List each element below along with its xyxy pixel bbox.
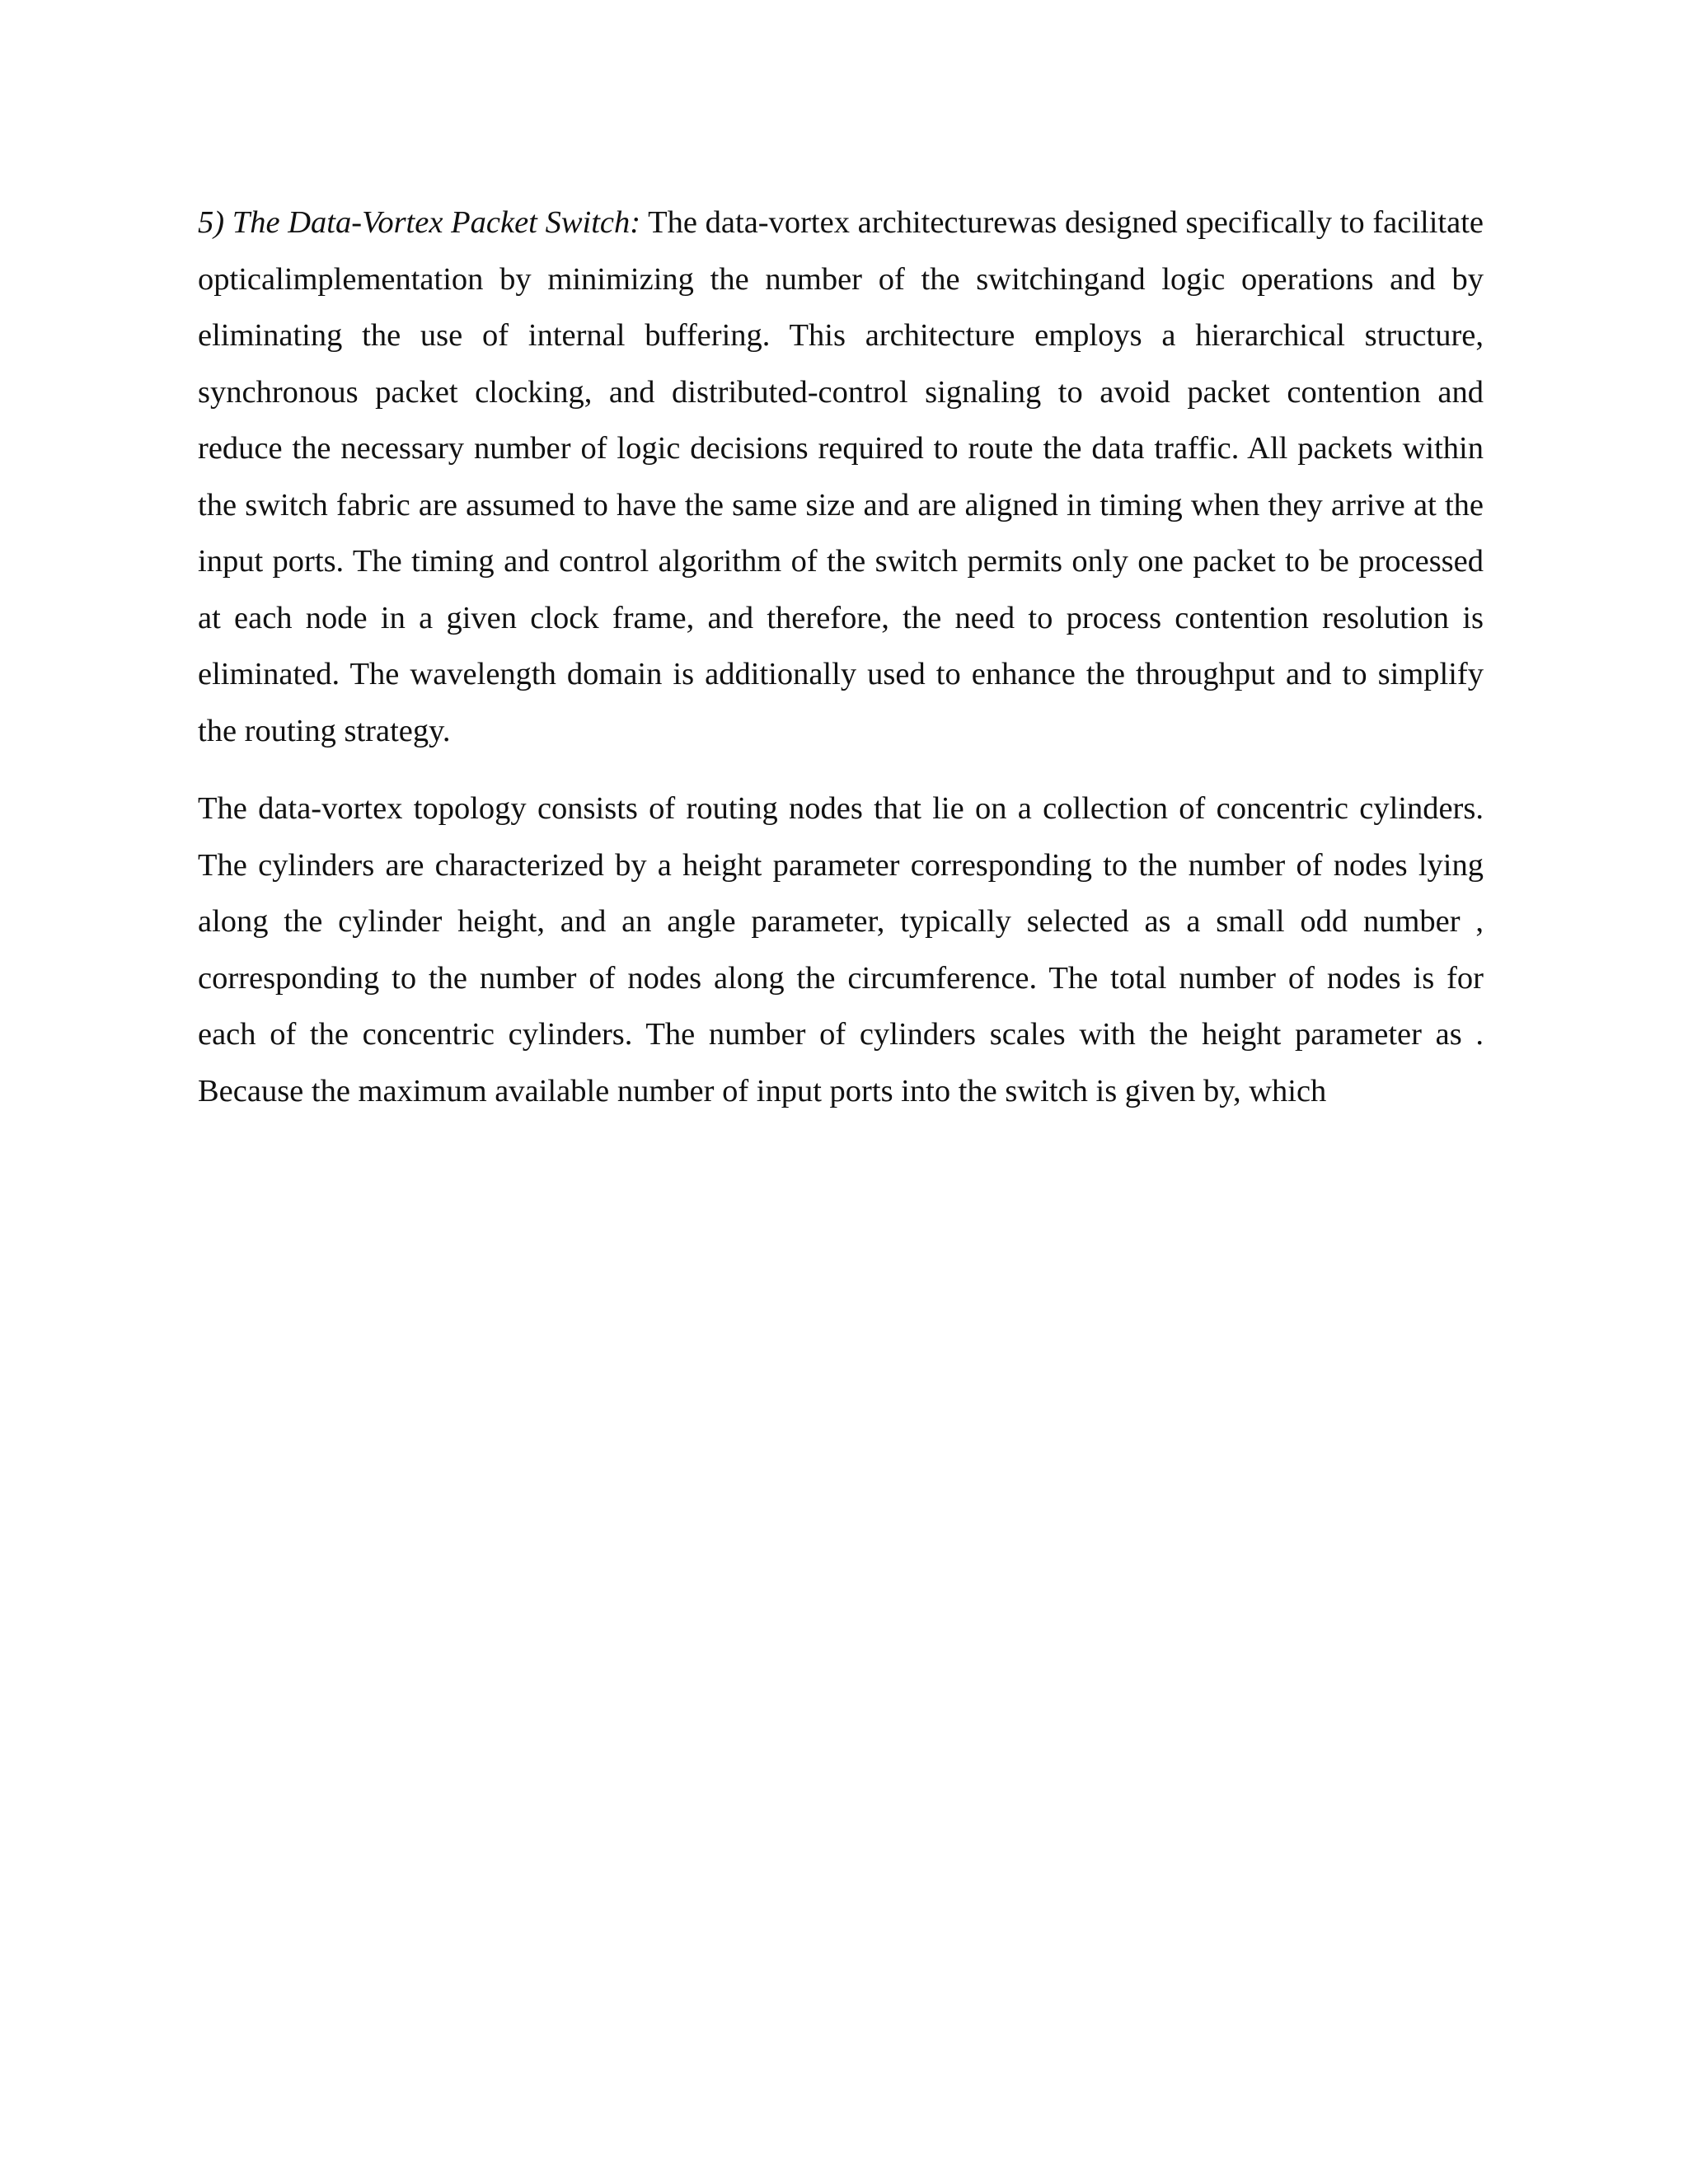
section-heading-inline: 5) The Data-Vortex Packet Switch: xyxy=(198,205,641,240)
paragraph-data-vortex-topology xyxy=(198,780,1484,1119)
paragraph-data-vortex-switch xyxy=(198,194,1484,759)
document-body xyxy=(198,194,1484,1119)
paragraph-text: The data-vortex topology consists of routing nodes that lie on a collection of concentric cylinders. The cylinders are characterized by a height parameter corresponding to the number of nodes lying along the cylinder height, and an angle parameter, typically selected as a small odd number , corresponding to the number of nodes along the circumference. The total number of nodes is for each of the concentric cylinders. The number of cylinders scales with the height parameter as . Because the maximum available number of input ports into the switch is given by, which xyxy=(198,791,1484,1108)
paragraph-text: The data-vortex architecturewas designed specifically to facilitate opticalimplementation by minimizing the number of the switchingand logic operations and by eliminating the use of internal buffering. This architecture employs a hierarchical structure, synchronous packet clocking, and distributed-control signaling to avoid packet contention and reduce the necessary number of logic decisions required to route the data traffic. All packets within the switch fabric are assumed to have the same size and are aligned in timing when they arrive at the input ports. The timing and control algorithm of the switch permits only one packet to be processed at each node in a given clock frame, and therefore, the need to process contention resolution is eliminated. The wavelength domain is additionally used to enhance the throughput and to simplify the routing strategy. xyxy=(198,205,1484,748)
